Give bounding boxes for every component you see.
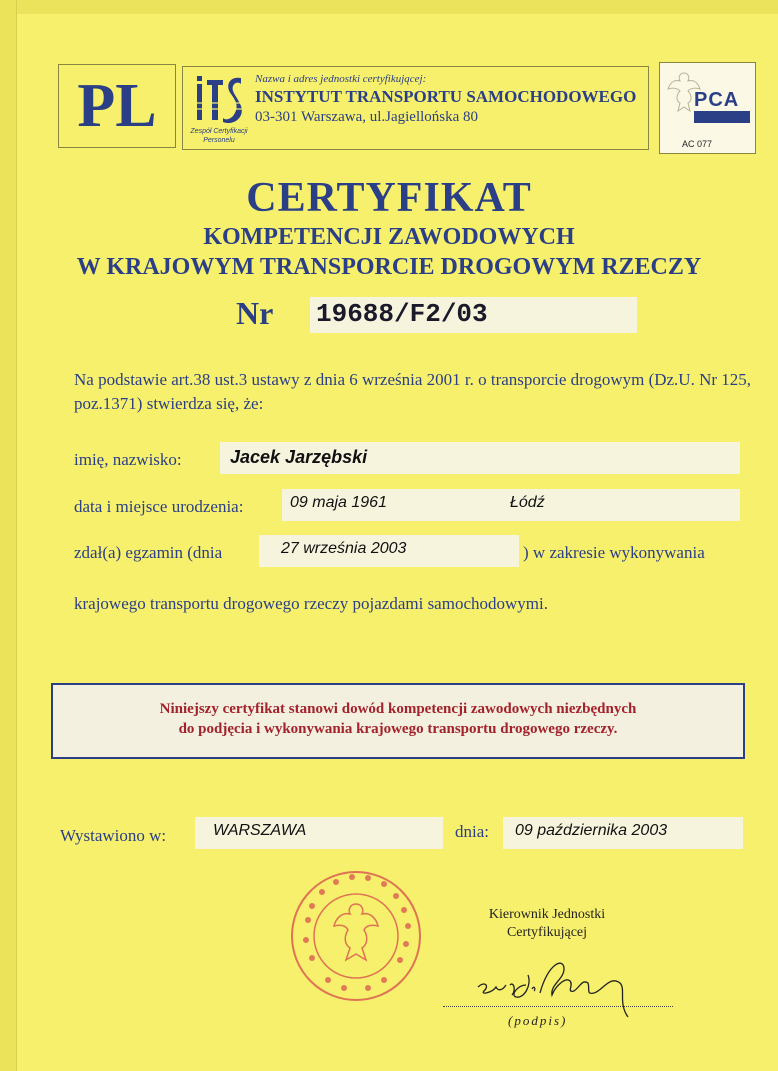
signatory-title (462, 906, 632, 942)
exam-date-field (259, 535, 519, 567)
name-field (220, 442, 740, 474)
institute-name: INSTYTUT TRANSPORTU SAMOCHODOWEGO (255, 87, 637, 106)
institute-address: 03-301 Warszawa, ul.Jagiellońska 80 (255, 109, 479, 125)
accreditation-box (659, 62, 756, 154)
accreditation-code: AC 077 (682, 139, 713, 149)
page-left-edge (0, 0, 17, 1071)
institute-box (182, 66, 649, 150)
legal-basis-text: Na podstawie art.38 ust.3 ustawy z dnia 6 września 2001 r. o transporcie drogowym (Dz.U. Nr 125, poz.1371) stwierdza się, że: (74, 370, 752, 413)
signature-line (443, 1006, 673, 1007)
pca-logo-band (694, 111, 750, 123)
number-label: Nr (236, 295, 274, 331)
signature-caption: (podpis) (508, 1013, 568, 1028)
exam-label: zdał(a) egzamin (dnia (74, 543, 223, 562)
certificate-subtitle-1: KOMPETENCJI ZAWODOWYCH (203, 224, 575, 250)
country-code-box (58, 64, 176, 148)
issue-place-label: Wystawiono w: (60, 826, 167, 845)
notice-line-1: Niniejszy certyfikat stanowi dowód kompetencji zawodowych niezbędnych (159, 701, 637, 717)
notice-line-2: do podjęcia i wykonywania krajowego transportu drogowego rzeczy. (178, 721, 618, 737)
page-top-edge (0, 0, 778, 14)
birth-field (282, 489, 740, 521)
its-logo-icon (193, 72, 248, 127)
issue-date: 09 października 2003 (515, 822, 668, 839)
issue-date-field (503, 817, 743, 849)
birth-place: Łódź (510, 494, 545, 511)
issue-date-label: dnia: (455, 822, 489, 841)
number-field (310, 297, 637, 333)
exam-date: 27 września 2003 (281, 540, 407, 557)
round-stamp-icon (288, 868, 424, 1004)
pca-logo: PCA (694, 89, 740, 111)
logo-caption: Zespół Certyfikacji Personelu (190, 128, 248, 144)
birth-label: data i miejsce urodzenia: (74, 497, 244, 516)
country-code: PL (77, 72, 157, 140)
issue-place: WARSZAWA (213, 822, 307, 839)
holder-name: Jacek Jarzębski (230, 447, 368, 467)
issue-place-field (195, 817, 443, 849)
notice-text (53, 699, 743, 739)
signatory-title-line-2: Certyfikującej (506, 925, 588, 940)
notice-box (51, 683, 745, 759)
name-label: imię, nazwisko: (74, 450, 182, 469)
certificate-subtitle-2: W KRAJOWYM TRANSPORCIE DROGOWYM RZECZY (76, 254, 702, 280)
signatory-title-line-1: Kierownik Jednostki (488, 907, 606, 922)
institute-label: Nazwa i adres jednostki certyfikującej: (255, 73, 427, 85)
scope-text: krajowego transportu drogowego rzeczy pojazdami samochodowymi. (74, 594, 548, 613)
certificate-title: CERTYFIKAT (246, 175, 532, 221)
exam-suffix: ) w zakresie wykonywania (523, 543, 705, 562)
certificate-number: 19688/F2/03 (316, 299, 488, 329)
birth-date: 09 maja 1961 (290, 494, 387, 511)
